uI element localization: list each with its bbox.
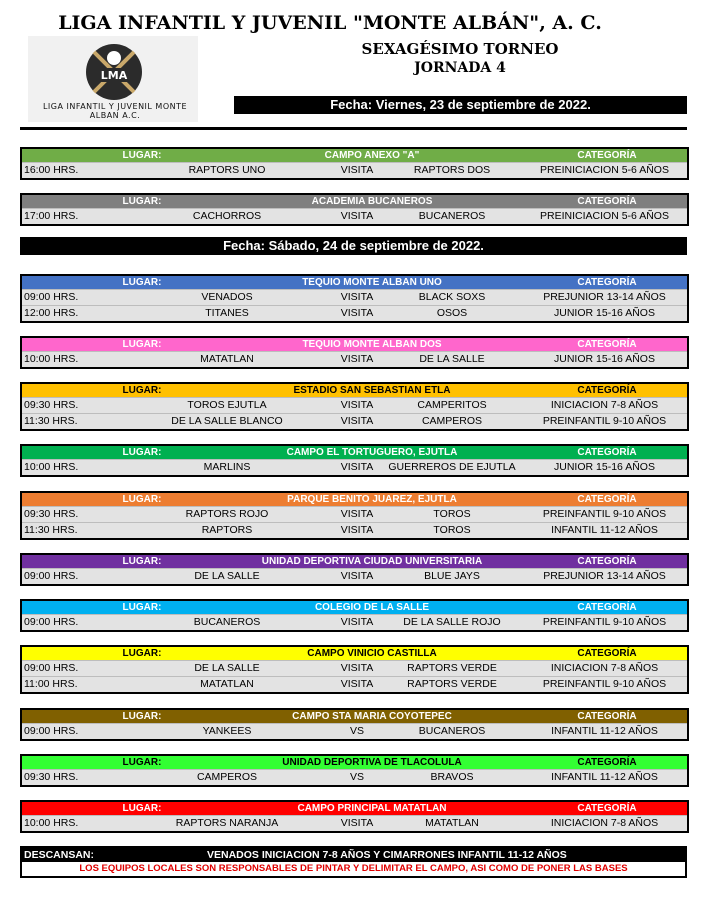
lugar-label: LUGAR: [122, 196, 162, 207]
away-team: RAPTORS VERDE [407, 662, 497, 674]
categoria-label: CATEGORÍA [577, 339, 637, 350]
venue-header [22, 493, 687, 506]
categoria-label: CATEGORÍA [577, 494, 637, 505]
venue-block [20, 708, 689, 741]
versus-label: VISITA [340, 164, 374, 176]
away-team: MATATLAN [425, 817, 479, 829]
game-category: INFANTIL 11-12 AÑOS [551, 524, 658, 536]
home-team: CACHORROS [192, 210, 262, 222]
venue-header [22, 647, 687, 660]
versus-label: VISITA [340, 353, 374, 365]
home-team: YANKEES [202, 725, 252, 737]
rest-section [20, 846, 687, 878]
away-team: CAMPEROS [421, 415, 483, 427]
game-time: 09:30 HRS. [24, 771, 79, 783]
game-row [22, 769, 687, 785]
home-team: DE LA SALLE BLANCO [171, 415, 283, 427]
game-category: INICIACION 7-8 AÑOS [550, 817, 659, 829]
away-team: DE LA SALLE ROJO [403, 616, 501, 628]
divider [20, 127, 687, 130]
game-row [22, 351, 687, 367]
venue-name: ACADEMIA BUCANEROS [311, 196, 433, 207]
venue-block [20, 193, 689, 226]
venue-header [22, 802, 687, 815]
away-team: RAPTORS DOS [413, 164, 491, 176]
game-time: 10:00 HRS. [24, 461, 79, 473]
away-team: BUCANEROS [418, 725, 486, 737]
away-team: TOROS [433, 508, 471, 520]
game-time: 10:00 HRS. [24, 353, 79, 365]
saturday-date: Fecha: Sábado, 24 de septiembre de 2022. [223, 238, 484, 253]
game-row [22, 676, 687, 692]
venue-name: CAMPO VINICIO CASTILLA [307, 648, 437, 659]
league-title: LIGA INFANTIL Y JUVENIL "MONTE ALBÁN", A. C. [58, 12, 602, 34]
game-row [22, 815, 687, 831]
venue-block [20, 336, 689, 369]
categoria-label: CATEGORÍA [577, 277, 637, 288]
game-category: INFANTIL 11-12 AÑOS [551, 725, 658, 737]
categoria-label: CATEGORÍA [577, 196, 637, 207]
game-row [22, 522, 687, 538]
game-category: PREINFANTIL 9-10 AÑOS [542, 415, 667, 427]
away-team: BLACK SOXS [418, 291, 486, 303]
game-row [22, 305, 687, 321]
venue-name: ESTADIO SAN SEBASTIAN ETLA [293, 385, 451, 396]
game-category: PREJUNIOR 13-14 AÑOS [543, 291, 666, 303]
lugar-label: LUGAR: [122, 277, 162, 288]
categoria-label: CATEGORÍA [577, 803, 637, 814]
game-time: 17:00 HRS. [24, 210, 79, 222]
game-category: JUNIOR 15-16 AÑOS [554, 461, 655, 473]
venue-block [20, 147, 689, 180]
venue-name: TEQUIO MONTE ALBAN DOS [302, 339, 442, 350]
venue-block [20, 382, 689, 431]
game-row [22, 506, 687, 522]
rest-note: LOS EQUIPOS LOCALES SON RESPONSABLES DE PINTAR Y DELIMITAR EL CAMPO, ASI COMO DE PONER LAS BASES [79, 863, 628, 874]
game-time: 12:00 HRS. [24, 307, 79, 319]
rest-label: DESCANSAN: [24, 849, 95, 861]
baseball-bats-logo-icon [84, 42, 144, 102]
lugar-label: LUGAR: [122, 494, 162, 505]
lugar-label: LUGAR: [122, 757, 162, 768]
home-team: RAPTORS ROJO [185, 508, 269, 520]
game-time: 11:00 HRS. [24, 678, 78, 690]
logo-caption: LIGA INFANTIL Y JUVENIL MONTE ALBAN A.C. [42, 102, 188, 120]
versus-label: VISITA [340, 399, 374, 411]
game-category: INICIACION 7-8 AÑOS [550, 662, 659, 674]
away-team: CAMPERITOS [417, 399, 487, 411]
venue-block [20, 274, 689, 323]
game-row [22, 397, 687, 413]
versus-label: VISITA [340, 570, 374, 582]
venue-name: UNIDAD DEPORTIVA CIUDAD UNIVERSITARIA [261, 556, 483, 567]
versus-label: VS [349, 771, 364, 783]
away-team: OSOS [436, 307, 468, 319]
home-team: RAPTORS NARANJA [175, 817, 279, 829]
venue-header [22, 756, 687, 769]
game-time: 16:00 HRS. [24, 164, 79, 176]
home-team: MATATLAN [200, 353, 254, 365]
game-row [22, 459, 687, 475]
venue-block [20, 444, 689, 477]
venue-name: UNIDAD DEPORTIVA DE TLACOLULA [282, 757, 462, 768]
versus-label: VISITA [340, 415, 374, 427]
venue-block [20, 599, 689, 632]
venue-name: PARQUE BENITO JUAREZ, EJUTLA [287, 494, 457, 505]
versus-label: VISITA [340, 662, 374, 674]
friday-date: Fecha: Viernes, 23 de septiembre de 2022. [330, 97, 591, 112]
versus-label: VISITA [340, 291, 374, 303]
home-team: TITANES [205, 307, 249, 319]
jornada-label: JORNADA 4 [414, 60, 506, 76]
venue-block [20, 754, 689, 787]
venue-header [22, 338, 687, 351]
lugar-label: LUGAR: [122, 385, 162, 396]
categoria-label: CATEGORÍA [577, 385, 637, 396]
versus-label: VISITA [340, 307, 374, 319]
venue-block [20, 645, 689, 694]
lugar-label: LUGAR: [122, 150, 162, 161]
categoria-label: CATEGORÍA [577, 648, 637, 659]
lugar-label: LUGAR: [122, 803, 162, 814]
versus-label: VISITA [340, 210, 374, 222]
versus-label: VISITA [340, 461, 374, 473]
game-category: PREINFANTIL 9-10 AÑOS [542, 678, 667, 690]
game-time: 11:30 HRS. [24, 415, 78, 427]
categoria-label: CATEGORÍA [577, 602, 637, 613]
game-category: PREJUNIOR 13-14 AÑOS [543, 570, 666, 582]
categoria-label: CATEGORÍA [577, 447, 637, 458]
venue-header [22, 555, 687, 568]
venue-name: CAMPO PRINCIPAL MATATLAN [297, 803, 447, 814]
game-category: INFANTIL 11-12 AÑOS [551, 771, 658, 783]
rest-header [22, 848, 685, 862]
game-row [22, 568, 687, 584]
venue-block [20, 553, 689, 586]
home-team: DE LA SALLE [194, 662, 260, 674]
game-category: PREINFANTIL 9-10 AÑOS [542, 616, 667, 628]
home-team: CAMPEROS [196, 771, 258, 783]
venue-header [22, 384, 687, 397]
game-time: 09:00 HRS. [24, 570, 79, 582]
versus-label: VS [349, 725, 364, 737]
rest-teams: VENADOS INICIACION 7-8 AÑOS Y CIMARRONES INFANTIL 11-12 AÑOS [207, 849, 567, 861]
game-category: JUNIOR 15-16 AÑOS [554, 353, 655, 365]
venue-header [22, 276, 687, 289]
venue-name: CAMPO ANEXO "A" [324, 150, 420, 161]
versus-label: VISITA [340, 508, 374, 520]
venue-name: CAMPO EL TORTUGUERO, EJUTLA [286, 447, 458, 458]
categoria-label: CATEGORÍA [577, 757, 637, 768]
versus-label: VISITA [340, 524, 374, 536]
venue-header [22, 601, 687, 614]
lugar-label: LUGAR: [122, 556, 162, 567]
home-team: RAPTORS [201, 524, 253, 536]
away-team: BUCANEROS [418, 210, 486, 222]
game-time: 09:00 HRS. [24, 725, 79, 737]
game-row [22, 660, 687, 676]
lugar-label: LUGAR: [122, 339, 162, 350]
game-category: INICIACION 7-8 AÑOS [550, 399, 659, 411]
venue-name: COLEGIO DE LA SALLE [314, 602, 430, 613]
logo-initials: LMA [100, 69, 128, 82]
venue-name: TEQUIO MONTE ALBAN UNO [302, 277, 442, 288]
categoria-label: CATEGORÍA [577, 556, 637, 567]
away-team: DE LA SALLE [419, 353, 485, 365]
away-team: BLUE JAYS [424, 570, 480, 582]
venue-block [20, 491, 689, 540]
versus-label: VISITA [340, 817, 374, 829]
game-category: PREINFANTIL 9-10 AÑOS [542, 508, 667, 520]
home-team: MATATLAN [200, 678, 254, 690]
home-team: TOROS EJUTLA [187, 399, 267, 411]
home-team: BUCANEROS [193, 616, 261, 628]
game-time: 09:00 HRS. [24, 291, 79, 303]
away-team: TOROS [433, 524, 471, 536]
home-team: RAPTORS UNO [188, 164, 266, 176]
tournament-subtitle: SEXAGÉSIMO TORNEO [361, 40, 559, 58]
venue-name: CAMPO STA MARIA COYOTEPEC [292, 711, 452, 722]
away-team: RAPTORS VERDE [407, 678, 497, 690]
game-row [22, 614, 687, 630]
game-category: JUNIOR 15-16 AÑOS [554, 307, 655, 319]
game-time: 11:30 HRS. [24, 524, 78, 536]
game-row [22, 289, 687, 305]
venue-header [22, 710, 687, 723]
venue-header [22, 446, 687, 459]
game-row [22, 413, 687, 429]
venue-block [20, 800, 689, 833]
game-row [22, 208, 687, 224]
lugar-label: LUGAR: [122, 447, 162, 458]
game-time: 09:30 HRS. [24, 508, 79, 520]
league-logo [28, 36, 198, 122]
away-team: BRAVOS [430, 771, 474, 783]
game-row [22, 723, 687, 739]
game-category: PREINICIACION 5-6 AÑOS [540, 210, 669, 222]
game-time: 09:00 HRS. [24, 616, 79, 628]
friday-date-bar [234, 96, 687, 114]
lugar-label: LUGAR: [122, 602, 162, 613]
categoria-label: CATEGORÍA [577, 150, 637, 161]
game-row [22, 162, 687, 178]
venue-header [22, 149, 687, 162]
game-time: 09:30 HRS. [24, 399, 79, 411]
game-category: PREINICIACION 5-6 AÑOS [540, 164, 669, 176]
away-team: GUERREROS DE EJUTLA [388, 461, 516, 473]
lugar-label: LUGAR: [122, 648, 162, 659]
saturday-date-bar [20, 237, 687, 255]
home-team: MARLINS [203, 461, 251, 473]
home-team: VENADOS [201, 291, 253, 303]
game-time: 09:00 HRS. [24, 662, 79, 674]
categoria-label: CATEGORÍA [577, 711, 637, 722]
versus-label: VISITA [340, 678, 374, 690]
home-team: DE LA SALLE [194, 570, 260, 582]
lugar-label: LUGAR: [122, 711, 162, 722]
versus-label: VISITA [340, 616, 374, 628]
game-time: 10:00 HRS. [24, 817, 79, 829]
venue-header [22, 195, 687, 208]
